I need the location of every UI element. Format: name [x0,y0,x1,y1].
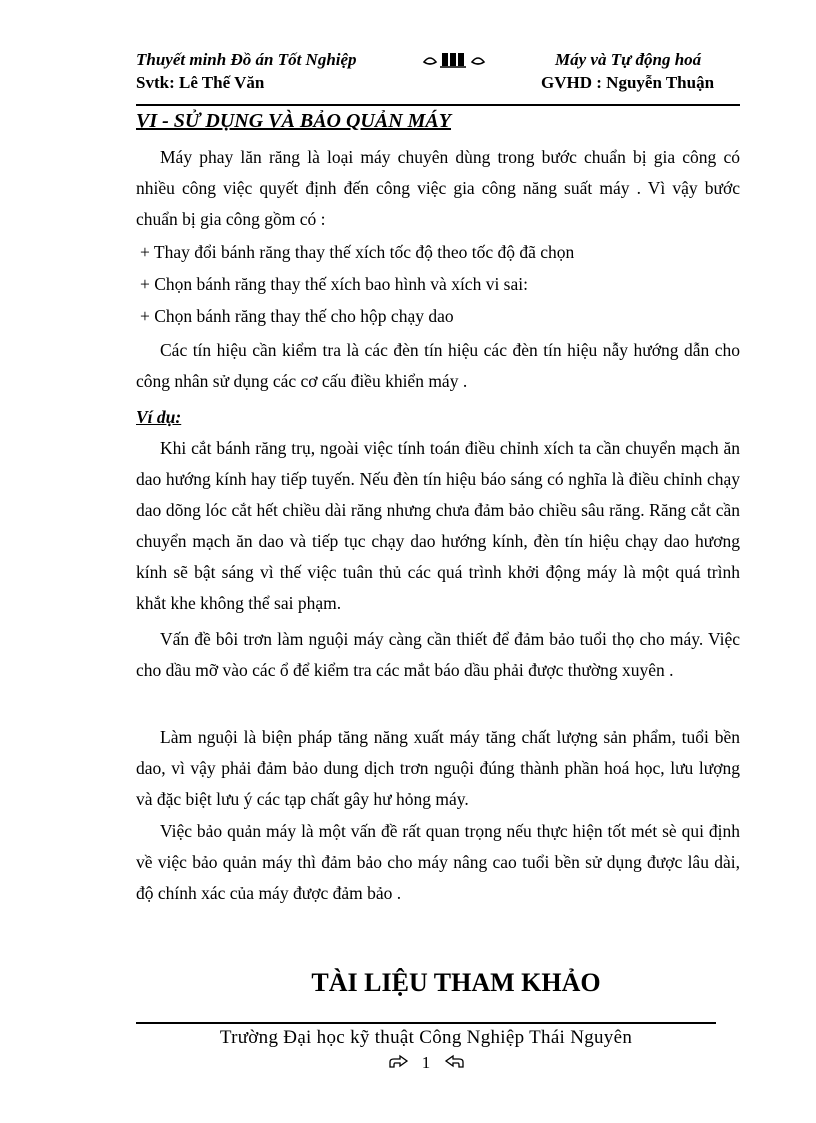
signals-paragraph: Các tín hiệu cần kiểm tra là các đèn tín hiệu các đèn tín hiệu nẫy hướng dẫn cho công nhân sử dụng các cơ cấu điều khiển máy . [136,340,740,391]
list-item: + Thay đổi bánh răng thay thế xích tốc độ theo tốc độ đã chọn [140,242,575,262]
page-number: 1 [421,1053,431,1072]
list-item: + Chọn bánh răng thay thế xích bao hình và xích vi sai: [140,274,528,294]
pointing-hand-right-icon [388,1054,410,1075]
maintenance-paragraph: Việc bảo quản máy là một vấn đề rất quan trọng nếu thực hiện tốt mét sè qui định về việc bảo quản máy thì đảm bảo cho máy nâng cao tuổi bền sử dụng được lâu dài, độ chính xác của máy được đảm bảo . [136,821,740,903]
pointing-hand-left-icon [443,1054,465,1075]
page-number-line [136,1053,716,1075]
header-doc-title: Thuyết minh Đồ án Tốt Nghiệp [136,50,357,69]
book-ornament-icon [422,50,486,75]
header-department: Máy và Tự động hoá [555,50,702,69]
footer-rule [136,1022,716,1024]
lubrication-paragraph: Vấn đề bôi trơn làm nguội máy càng cần thiết để đảm bảo tuổi thọ cho máy. Việc cho dầu mỡ vào các ổ để kiểm tra các mắt báo dầu phải được thường xuyên . [136,629,740,680]
header-rule [136,104,740,106]
list-item: + Chọn bánh răng thay thế cho hộp chạy dao [140,306,454,326]
references-title: TÀI LIỆU THAM KHẢO [311,968,601,997]
example-paragraph: Khi cắt bánh răng trụ, ngoài việc tính toán điều chỉnh xích ta cần chuyển mạch ăn dao hướng kính hay tiếp tuyến. Nếu đèn tín hiệu báo sáng có nghĩa là điều chỉnh chạy dao dõng lóc cắt hết chiều dài răng nhưng chưa đảm bảo chiều sâu răng. Răng cắt cần chuyển mạch ăn dao và tiếp tục chạy dao hướng kính, đèn tín hiệu chạy dao hương kính sẽ bật sáng vì thế việc tuân thủ các quá trình khởi động máy là một quá trình khắt khe không thể sai phạm. [136,438,740,613]
section-title: VI - SỬ DỤNG VÀ BẢO QUẢN MÁY [136,110,451,132]
example-label: Ví dụ: [136,407,182,427]
footer-school: Trường Đại học kỹ thuật Công Nghiệp Thái Nguyên [219,1027,633,1048]
cooling-paragraph: Làm nguội là biện pháp tăng năng xuất máy tăng chất lượng sản phẩm, tuổi bền dao, vì vậy phải đảm bảo dung dịch trơn nguội đúng thành phần hoá học, lưu lượng và đặc biệt lưu ý các tạp chất gây hư hỏng máy. [136,727,740,809]
header-supervisor: GVHD : Nguyễn Thuận [541,73,715,92]
intro-paragraph: Máy phay lăn răng là loại máy chuyên dùng trong bước chuẩn bị gia công có nhiều công việc quyết định đến công việc gia công năng suất máy . Vì vậy bước chuẩn bị gia công gồm có : [136,147,740,229]
header-student: Svtk: Lê Thế Văn [136,73,265,92]
